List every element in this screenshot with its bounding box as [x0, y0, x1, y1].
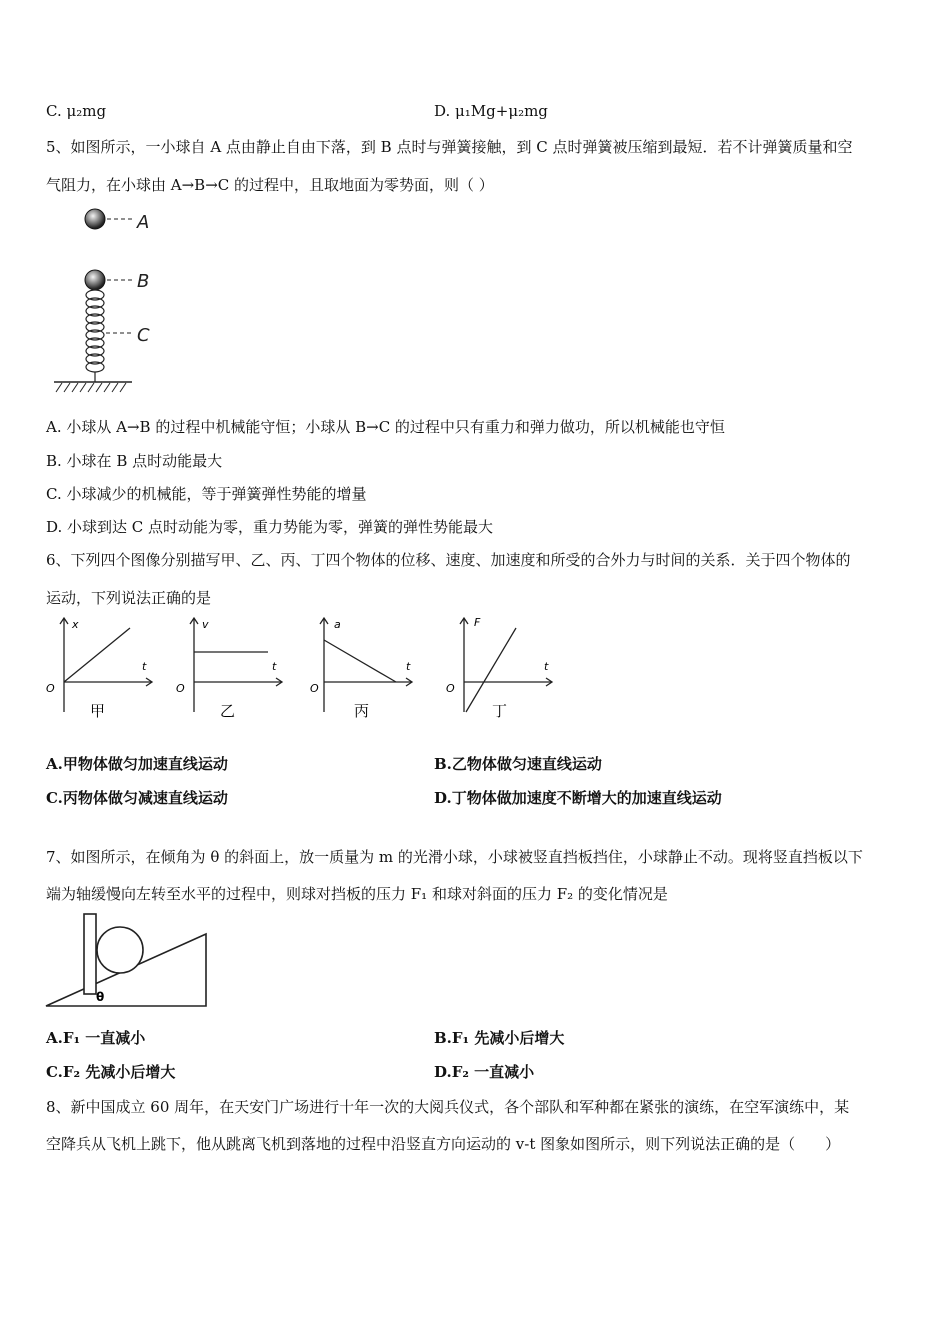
graph-jia-xlabel: t: [142, 660, 147, 673]
q6-option-b: B.乙物体做匀速直线运动: [434, 755, 602, 773]
q5-stem-line2: 气阻力，在小球由 A→B→C 的过程中，且取地面为零势面，则（ ）: [46, 176, 494, 194]
graph-bing-xlabel: t: [406, 660, 411, 673]
q7-option-b: B.F₁ 先减小后增大: [434, 1029, 565, 1047]
graph-jia: [40, 612, 170, 724]
graph-bing-caption: 丙: [354, 702, 370, 720]
ball-b: [85, 270, 105, 290]
q7-option-a: A.F₁ 一直减小: [46, 1029, 146, 1047]
graph-yi-origin: O: [176, 682, 185, 695]
graph-yi-xlabel: t: [272, 660, 277, 673]
graph-ding-origin: O: [446, 682, 455, 695]
q5-option-a: A. 小球从 A→B 的过程中机械能守恒；小球从 B→C 的过程中只有重力和弹力做功，所以机械能也守恒: [46, 418, 725, 436]
q5-spring-figure: [40, 200, 160, 400]
label-a: A: [137, 212, 150, 233]
graph-jia-ylabel: x: [72, 618, 79, 631]
q5-option-c: C. 小球减少的机械能，等于弹簧弹性势能的增量: [46, 485, 367, 503]
graph-ding: [440, 612, 570, 724]
q8-stem-line1: 8、新中国成立 60 周年，在天安门广场进行十年一次的大阅兵仪式，各个部队和军种都在紧张的演练，在空军演练中，某: [46, 1098, 850, 1116]
ball: [97, 927, 143, 973]
graph-bing-origin: O: [310, 682, 319, 695]
q7-stem-line2: 端为轴缓慢向左转至水平的过程中，则球对挡板的压力 F₁ 和球对斜面的压力 F₂ 的变化情况是: [46, 885, 668, 903]
graph-yi-ylabel: v: [202, 618, 209, 631]
q6-stem-line1: 6、下列四个图像分别描写甲、乙、丙、丁四个物体的位移、速度、加速度和所受的合外力与时间的关系．关于四个物体的: [46, 551, 851, 569]
q6-option-a: A.甲物体做匀加速直线运动: [46, 755, 228, 773]
graph-ding-caption: 丁: [492, 702, 508, 720]
label-c: C: [137, 325, 150, 346]
q4-option-c: C. μ₂mg: [46, 102, 107, 120]
graph-yi-caption: 乙: [220, 702, 236, 720]
graph-bing: [300, 612, 430, 724]
q5-option-d: D. 小球到达 C 点时动能为零，重力势能为零，弹簧的弹性势能最大: [46, 518, 494, 536]
q5-option-b: B. 小球在 B 点时动能最大: [46, 452, 223, 470]
graph-yi: [170, 612, 300, 724]
spring: [86, 290, 104, 382]
angle-label: θ: [96, 990, 105, 1004]
q4-option-d: D. μ₁Mg+μ₂mg: [434, 102, 548, 120]
q5-stem-line1: 5、如图所示，一小球自 A 点由静止自由下落，到 B 点时与弹簧接触，到 C 点时弹簧被压缩到最短．若不计弹簧质量和空: [46, 138, 853, 156]
q8-stem-line2: 空降兵从飞机上跳下，他从跳离飞机到落地的过程中沿竖直方向运动的 v-t 图象如图所示，则下列说法正确的是（ ）: [46, 1135, 841, 1153]
graph-jia-origin: O: [46, 682, 55, 695]
baffle: [84, 914, 96, 994]
q6-option-d: D.丁物体做加速度不断增大的加速直线运动: [434, 789, 722, 807]
label-b: B: [137, 271, 150, 292]
q6-stem-line2: 运动，下列说法正确的是: [46, 589, 212, 607]
q7-option-d: D.F₂ 一直减小: [434, 1063, 535, 1081]
graph-ding-ylabel: F: [474, 616, 481, 629]
graph-jia-caption: 甲: [90, 702, 106, 720]
q7-stem-line1: 7、如图所示，在倾角为 θ 的斜面上，放一质量为 m 的光滑小球，小球被竖直挡板挡住，小球静止不动。现将竖直挡板以下: [46, 848, 863, 866]
graph-ding-xlabel: t: [544, 660, 549, 673]
q7-option-c: C.F₂ 先减小后增大: [46, 1063, 176, 1081]
q6-option-c: C.丙物体做匀减速直线运动: [46, 789, 228, 807]
ball-a: [85, 209, 105, 229]
q7-incline-figure: [44, 908, 214, 1012]
graph-bing-ylabel: a: [334, 618, 341, 631]
